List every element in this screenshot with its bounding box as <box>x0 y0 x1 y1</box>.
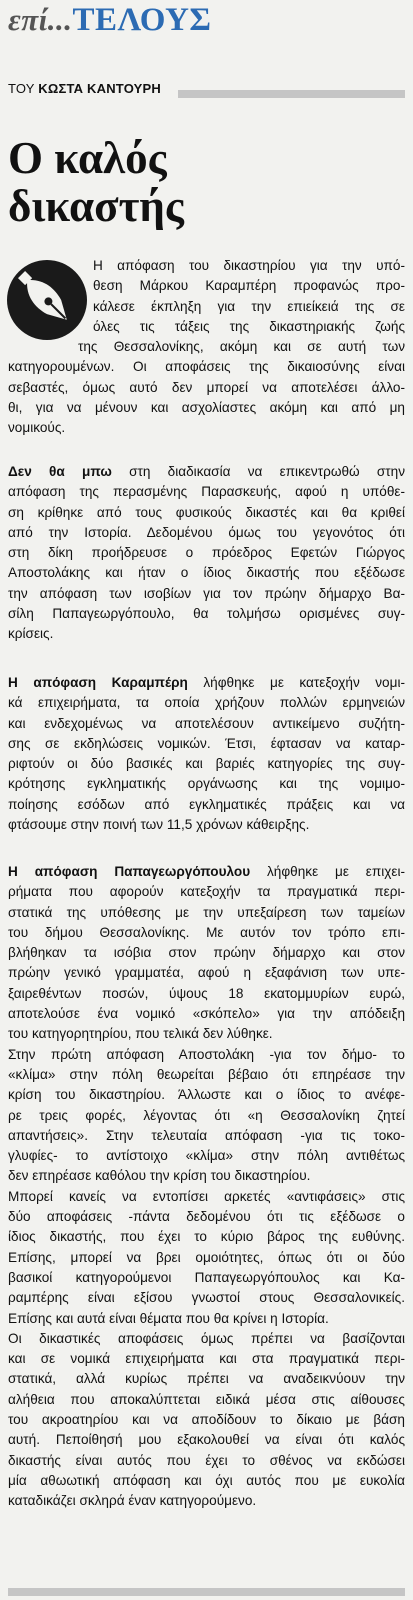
body-line: κρότησης εγκληματικής οργάνωσης και της νομιμο- <box>8 776 405 792</box>
body-line: δεν επηρέασε καθόλου την κρίση του δικαστηρίου. <box>8 1168 311 1184</box>
byline <box>8 80 405 98</box>
paragraph-lead: Η απόφαση Παπαγεωργόπουλου <box>8 864 251 879</box>
body-line: Στην πρώτη απόφαση Αποστολάκη -για τον δήμο- το <box>8 1046 405 1062</box>
body-line: μία αθωωτική απόφαση και όχι αυτός που με ευκολία <box>8 1472 405 1488</box>
body-line: κάλεσε έκπληξη για την επιείκειά της σε <box>93 298 405 314</box>
body-line: Οι δικαστικές αποφάσεις όμως πρέπει να βασίζονται <box>8 1330 405 1346</box>
headline-line-1: Ο καλός <box>8 134 167 182</box>
body-line: ση κρίθηκε από τους φυσικούς δικαστές και θα κριθεί <box>8 504 405 520</box>
body-line: ριφτούν οι δύο βασικές και βαριές κατηγορίες της συγ- <box>8 756 405 772</box>
body-line: του ακροατηρίου και να αποδίδουν το δίκαιο με βάση <box>8 1412 405 1428</box>
body-line: κατηγορουμένων. Οι αποφάσεις της δικαιοσύνης είναι <box>8 359 405 375</box>
body-line: Μπορεί κανείς να εντοπίσει αρκετές «αντιφάσεις» στις <box>8 1188 405 1204</box>
body-line: πρώην γενικό γραμματέα, αφού η εξαφάνιση των υπε- <box>8 965 405 981</box>
body-line: σεβαστές, όμως αυτό δεν μπορεί να αποτελέσει άλλο- <box>8 379 405 395</box>
body-line: την απόφαση των ισοβίων για τον πρώην δήμαρχο Βα- <box>8 585 405 601</box>
body-line: και ενδεχομένως να αποτελέσουν αντικείμενο συζήτη- <box>8 715 405 731</box>
body-line: γλυφίες- το αντίστοιχο «κλίμα» στην πόλη αντιθέτως <box>8 1148 405 1164</box>
body-line: δικαστής είναι αυτός που έχει το σθένος να εκδώσει <box>8 1452 405 1468</box>
body-line: Επίσης και αυτά είναι θέματα που θα κρίνει η Ιστορία. <box>8 1310 329 1326</box>
body-line: ρήματα που αφορούν κατεξοχήν τα πραγματικά περι- <box>8 884 405 900</box>
masthead-epi: επί... <box>8 2 73 37</box>
body-line: Αποστολάκης και ήταν ο ίδιος δικαστής που εξέδωσε <box>8 565 405 581</box>
body-line: από την Ιστορία. Δεδομένου όμως του γεγονότος ότι <box>8 524 405 540</box>
body-line: δύο αποφάσεις -πάντα δεδομένου ότι τις εξέδωσε ο <box>8 1209 405 1225</box>
body-line: Η απόφαση του δικαστηρίου για την υπό- <box>93 258 405 273</box>
body-line: Η απόφαση Καραμπέρη λήφθηκε με κατεξοχήν νομι- <box>8 675 405 690</box>
body-line: κά επιχειρήματα, τα οποία χρήζουν πολλών ερμηνειών <box>8 695 405 711</box>
body-line: ίδιος δικαστής, που έχει το κύριο βάρος της ευθύνης. <box>8 1229 405 1245</box>
body-line: βασικοί κατηγορούμενοι Παπαγεωργόπουλος και Κα- <box>8 1269 405 1285</box>
body-line: κρίση του δικαστηρίου. Άλλωστε και ο ίδιος το ανέφε- <box>8 1087 405 1103</box>
body-line: στατικά της υπόθεσης με την υπεξαίρεση των ταμείων <box>8 904 405 920</box>
byline-author: ΚΩΣΤΑ ΚΑΝΤΟΥΡΗ <box>38 81 161 96</box>
body-line: αποτελούσε ένα νομικό «σκόπελο» για την απόδειξη <box>8 1006 405 1022</box>
headline <box>8 134 405 230</box>
body-line: σης σε εκδηλώσεις νομικών. Έτσι, έφτασαν να καταρ- <box>8 735 405 751</box>
body-line: του κατηγορητηρίου, που τελικά δεν λύθηκε. <box>8 1026 273 1042</box>
paragraph-3 <box>8 673 405 835</box>
masthead-telous: ΤΕΛΟΥΣ <box>72 2 212 38</box>
paragraph-lead: Η απόφαση Καραμπέρη <box>8 675 188 690</box>
body-line: «κλίμα» στην πόλη θεωρείται βέβαιο ότι επηρέασε την <box>8 1066 405 1082</box>
paragraph-lead: Δεν θα μπω <box>8 464 112 479</box>
byline-text <box>8 81 161 96</box>
body-line: νομικούς. <box>8 420 66 436</box>
paragraph-4 <box>8 862 405 1512</box>
body-line: Η απόφαση Παπαγεωργόπουλου λήφθηκε με επιχει- <box>8 864 405 879</box>
body-line: θι, για να μένουν και ασχολίαστες ακόμη και από μη <box>8 400 405 416</box>
body-line: απαντήσεις». Στην τελευταία απόφαση -για τις τοκο- <box>8 1127 405 1143</box>
body-line: αλήθεια που αποκαλύπτεται ειδικά μέσα στις αίθουσες <box>8 1391 405 1407</box>
paragraph-1 <box>8 256 405 439</box>
body-line: στατικά, αλλά κυρίως πρέπει να αναδεικνύουν την <box>8 1371 405 1387</box>
body-line: στη δίκη προήδρευσε ο πρόεδρος Εφετών Γιώργος <box>8 545 405 561</box>
column-masthead <box>8 2 405 44</box>
body-line: ποίησης εσόδων από εγκληματικές πράξεις και να <box>8 796 405 812</box>
body-line: όλες τις τάξεις της δικαστηριακής ζωής <box>93 318 405 334</box>
body-line: αυτή. Πεποίθησή μου εξακολουθεί να είναι ότι καλός <box>8 1432 405 1448</box>
body-line: βλήθηκαν τα ισόβια στον πρώην δήμαρχο και στον <box>8 945 405 961</box>
body-line: ρε τρεις φορές, λέγοντας ότι «η Θεσσαλονίκη ζητεί <box>8 1107 405 1123</box>
body-line: απόφαση της περασμένης Παρασκευής, αφού η υπόθε- <box>8 484 405 500</box>
body-line: ραμπέρης είναι εξίσου γνωστοί στους Θεσσαλονικείς. <box>8 1290 405 1306</box>
body-line: της Θεσσαλονίκης, ακόμη και σε αυτή των <box>78 339 405 355</box>
body-line: του δήμου Θεσσαλονίκης. Με αυτόν τον τρόπο επι- <box>8 924 405 940</box>
body-line: καταδικάζει σκληρά έναν κατηγορούμενο. <box>8 1493 257 1509</box>
body-line: σίλη Παπαγεωργόπουλο, θα τολμήσω ορισμένες συγ- <box>8 606 405 622</box>
body-line: και σε νομικά επιχειρήματα και στα πραγματικά περι- <box>8 1351 405 1367</box>
byline-prefix: ΤΟΥ <box>8 81 39 96</box>
body-line: θεση Μάρκου Καραμπέρη προφανώς προ- <box>93 278 405 294</box>
body-line: Δεν θα μπω στη διαδικασία να επικεντρωθώ στην <box>8 464 405 479</box>
headline-line-2: δικαστής <box>8 182 184 230</box>
paragraph-2 <box>8 462 405 645</box>
body-line: φτάσουμε στην ποινή των 11,5 χρόνων κάθειρξης. <box>8 817 310 833</box>
body-line: κρίσεις. <box>8 626 54 642</box>
byline-rule <box>178 90 405 98</box>
bottom-rule <box>8 1588 405 1596</box>
body-line: ξαιρεθέντων ποσών, ύψους 18 εκατομμυρίων ευρώ, <box>8 985 405 1001</box>
body-line: Επίσης, μπορεί να βρει ομοιότητες, όπως ότι οι δύο <box>8 1249 405 1265</box>
